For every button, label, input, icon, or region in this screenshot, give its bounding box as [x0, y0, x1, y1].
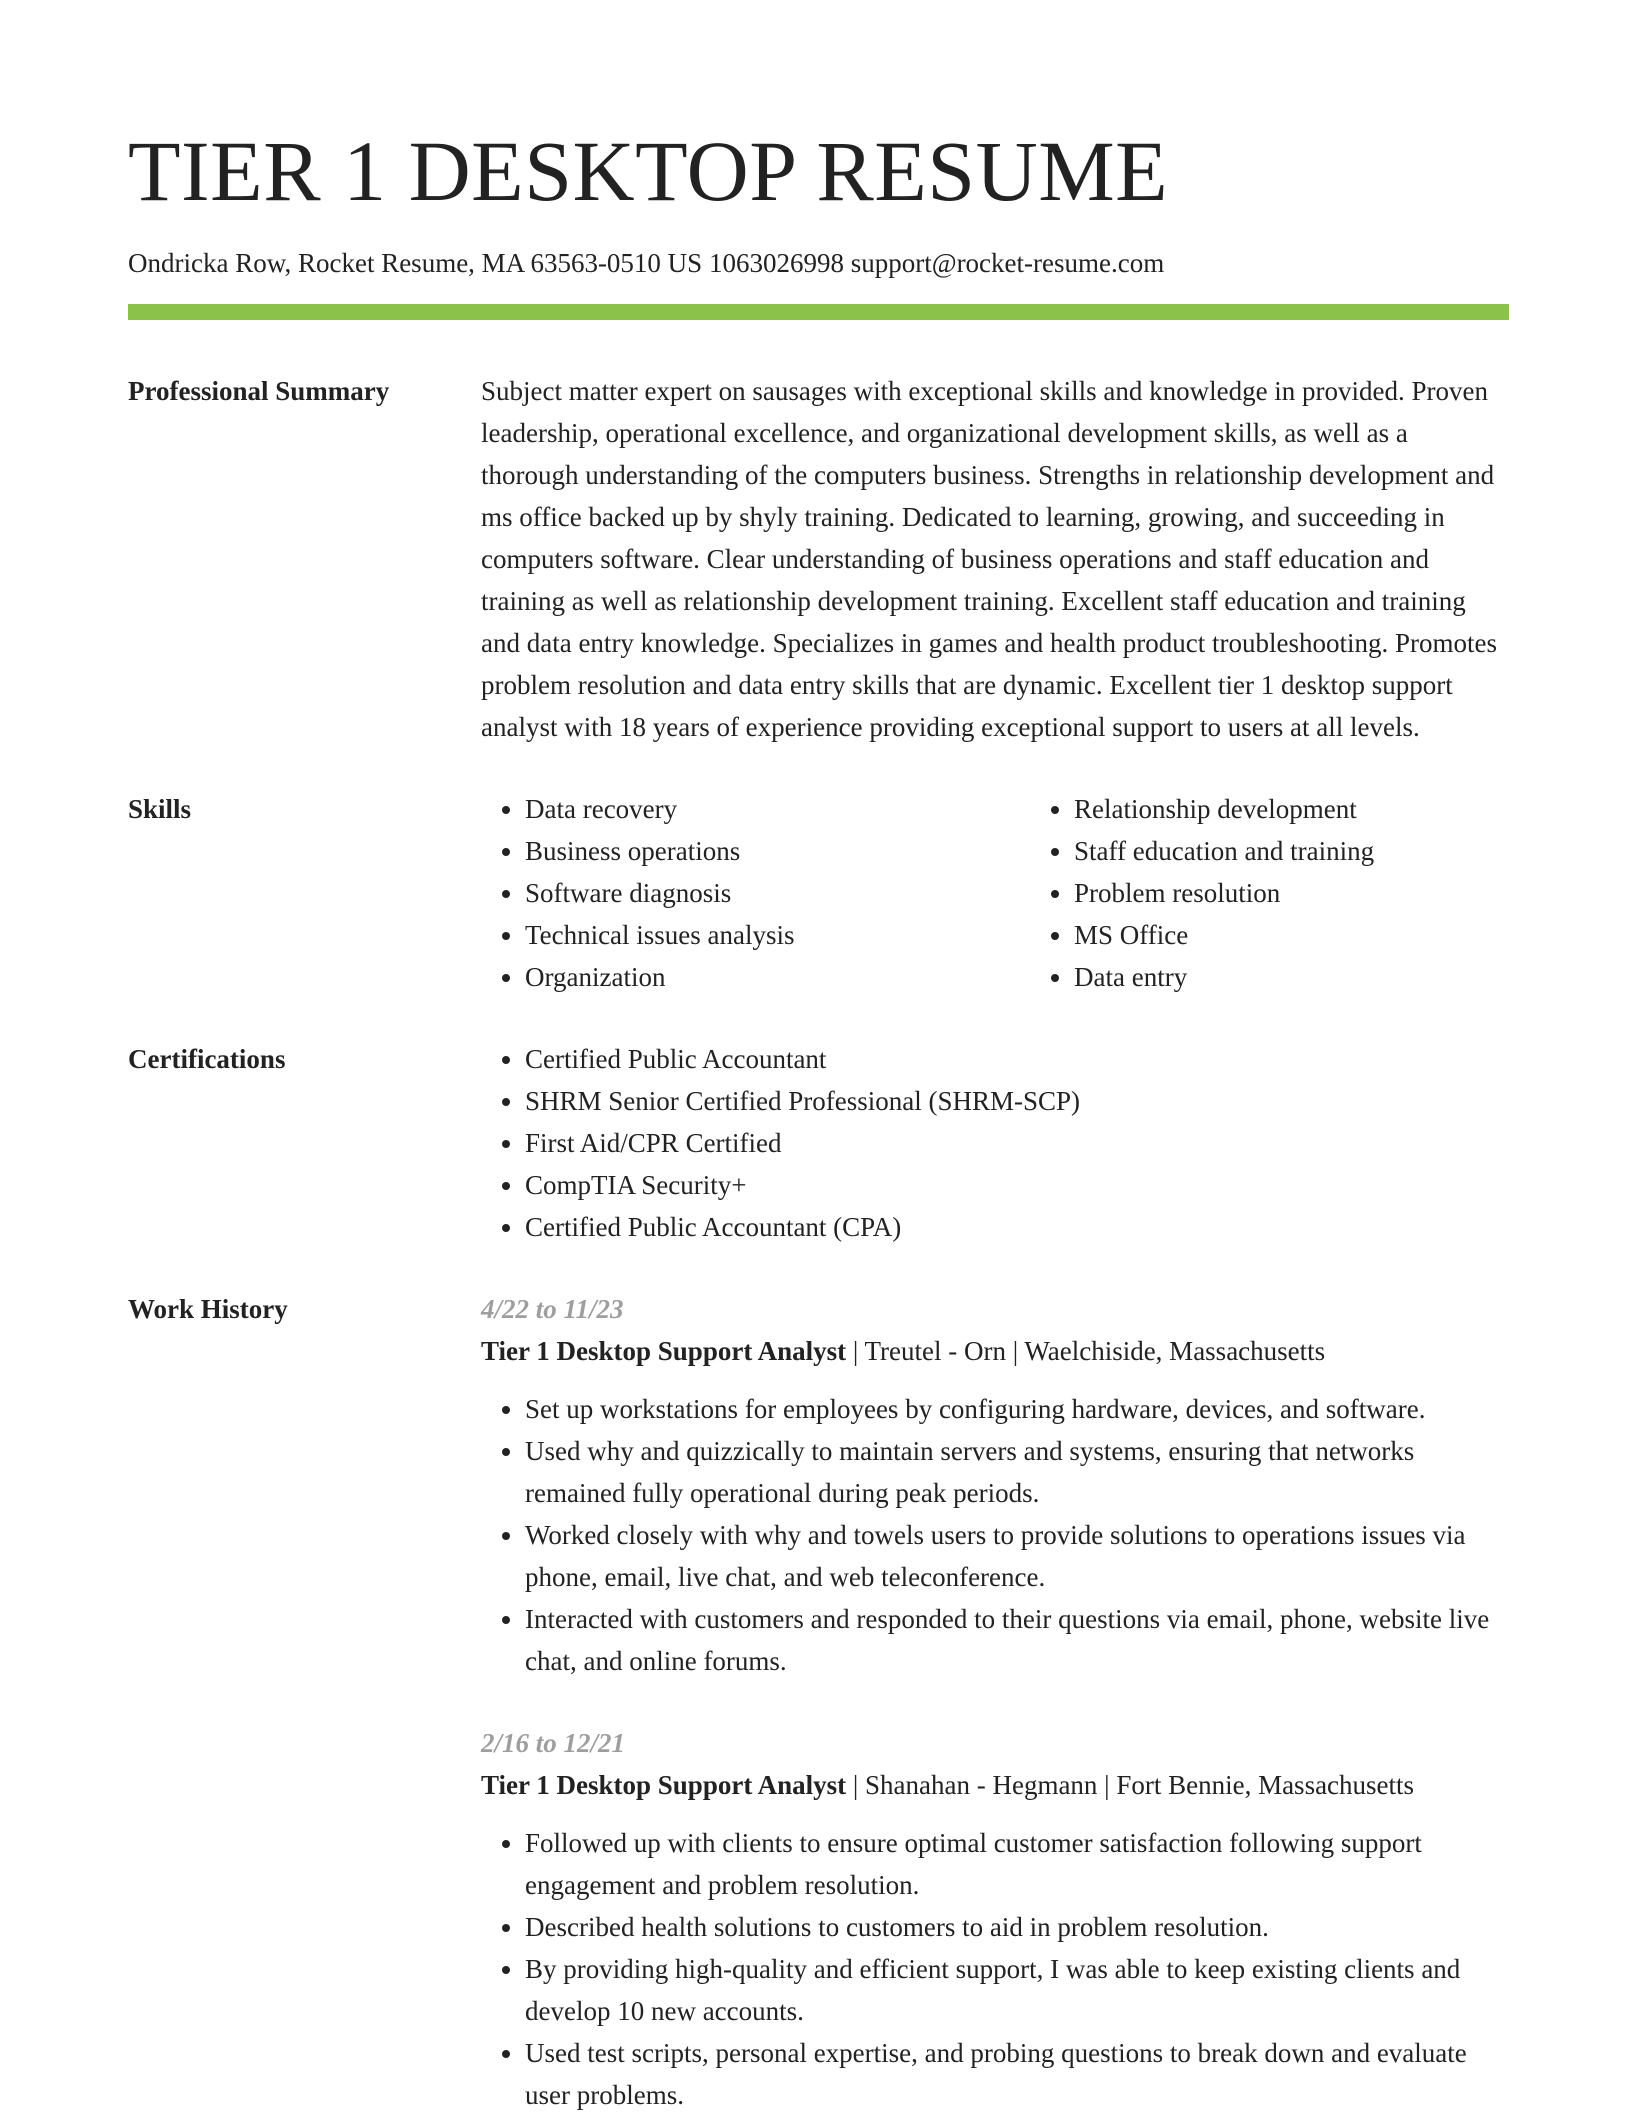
skills-list-right	[1030, 788, 1579, 998]
skill-item: • Problem resolution	[1074, 872, 1579, 914]
job-entry	[481, 1722, 1509, 2116]
job-title-line	[481, 1764, 1509, 1806]
accent-divider	[128, 304, 1509, 320]
job-bullet: • Described health solutions to customers to aid in problem resolution.	[525, 1906, 1509, 1948]
job-bullet: • Followed up with clients to ensure optimal customer satisfaction following support engagement and problem resolution.	[525, 1822, 1509, 1906]
skill-item: • Organization	[525, 956, 1030, 998]
certification-item: • First Aid/CPR Certified	[525, 1122, 1509, 1164]
job-bullets	[481, 1388, 1509, 1682]
job-bullet: • Set up workstations for employees by configuring hardware, devices, and software.	[525, 1388, 1509, 1430]
certification-item: • Certified Public Accountant	[525, 1038, 1509, 1080]
job-title-line	[481, 1330, 1509, 1372]
summary-section	[128, 370, 1509, 748]
section-title-summary: Professional Summary	[128, 376, 390, 406]
certifications-list	[481, 1038, 1509, 1248]
skill-item: • Business operations	[525, 830, 1030, 872]
certification-item: • SHRM Senior Certified Professional (SHRM-SCP)	[525, 1080, 1509, 1122]
certification-item: • Certified Public Accountant (CPA)	[525, 1206, 1509, 1248]
job-title: Tier 1 Desktop Support Analyst	[481, 1336, 847, 1366]
job-bullet: • By providing high-quality and efficient support, I was able to keep existing clients and develop 10 new accounts.	[525, 1948, 1509, 2032]
job-dates: 4/22 to 11/23	[481, 1294, 624, 1324]
work-history-section	[128, 1288, 1509, 2116]
job-dates: 2/16 to 12/21	[481, 1728, 626, 1758]
skill-item: • Data recovery	[525, 788, 1030, 830]
skill-item: • Data entry	[1074, 956, 1579, 998]
certifications-section	[128, 1038, 1509, 1248]
job-details: | Treutel - Orn | Waelchiside, Massachusetts	[846, 1336, 1326, 1366]
summary-text: Subject matter expert on sausages with exceptional skills and knowledge in provided. Proven leadership, operational excellence, and organizational development skills, as well as a thorough understanding of the computers business. Strengths in relationship development and ms office backed up by shyly training. Dedicated to learning, growing, and succeeding in computers software. Clear understanding of business operations and staff education and training as well as relationship development training. Excellent staff education and training and data entry knowledge. Specializes in games and health product troubleshooting. Promotes problem resolution and data entry skills that are dynamic. Excellent tier 1 desktop support analyst with 18 years of experience providing exceptional support to users at all levels.	[481, 376, 1497, 742]
job-bullets	[481, 1822, 1509, 2116]
resume-title: TIER 1 DESKTOP RESUME	[128, 123, 1169, 219]
skill-item: • Technical issues analysis	[525, 914, 1030, 956]
job-bullet: • Used test scripts, personal expertise, and probing questions to break down and evaluate user problems.	[525, 2032, 1509, 2116]
job-bullet: • Worked closely with why and towels users to provide solutions to operations issues via phone, email, live chat, and web teleconference.	[525, 1514, 1509, 1598]
job-details: | Shanahan - Hegmann | Fort Bennie, Massachusetts	[846, 1770, 1415, 1800]
contact-line: Ondricka Row, Rocket Resume, MA 63563-0510 US 1063026998 support@rocket-resume.com	[128, 248, 1165, 278]
job-bullet: • Used why and quizzically to maintain servers and systems, ensuring that networks remained fully operational during peak periods.	[525, 1430, 1509, 1514]
skills-section	[128, 788, 1509, 998]
job-entry	[481, 1288, 1509, 1682]
skills-list-left	[481, 788, 1030, 998]
resume-page	[128, 0, 1509, 2116]
section-title-work-history: Work History	[128, 1294, 288, 1324]
skill-item: • Software diagnosis	[525, 872, 1030, 914]
certification-item: • CompTIA Security+	[525, 1164, 1509, 1206]
skill-item: • Relationship development	[1074, 788, 1579, 830]
section-title-skills: Skills	[128, 794, 192, 824]
skill-item: • Staff education and training	[1074, 830, 1579, 872]
job-title: Tier 1 Desktop Support Analyst	[481, 1770, 847, 1800]
skill-item: • MS Office	[1074, 914, 1579, 956]
section-title-certifications: Certifications	[128, 1044, 286, 1074]
job-bullet: • Interacted with customers and responded to their questions via email, phone, website live chat, and online forums.	[525, 1598, 1509, 1682]
